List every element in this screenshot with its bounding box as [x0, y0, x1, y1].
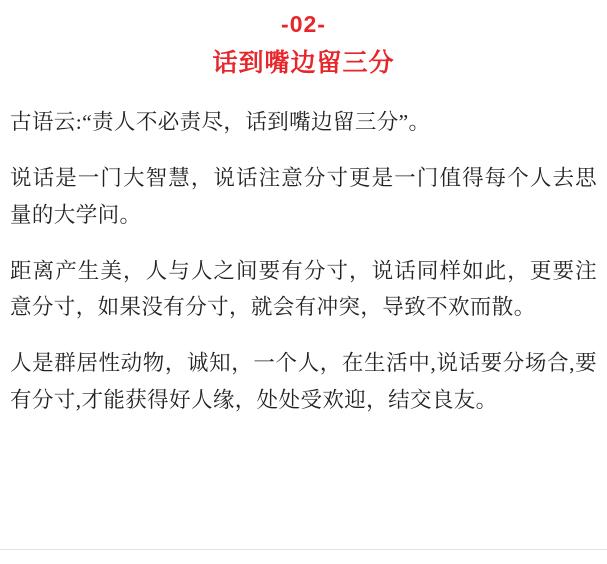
article-heading [10, 8, 597, 82]
article-body [10, 104, 597, 420]
paragraph: 距离产生美，人与人之间要有分寸，说话同样如此，更要注意分寸，如果没有分寸，就会有冲突，导致不欢而散。 [10, 258, 597, 320]
paragraph: 古语云:“责人不必责尽，话到嘴边留三分”。 [10, 109, 431, 134]
section-number: -02- [281, 11, 326, 37]
footer-divider [0, 549, 607, 564]
paragraph: 人是群居性动物，诚知，一个人，在生活中,说话要分场合,要有分寸,才能获得好人缘，处处受欢迎，结交良友。 [10, 351, 597, 413]
paragraph: 说话是一门大智慧，说话注意分寸更是一门值得每个人去思量的大学问。 [10, 165, 597, 227]
section-title: 话到嘴边留三分 [212, 49, 395, 78]
